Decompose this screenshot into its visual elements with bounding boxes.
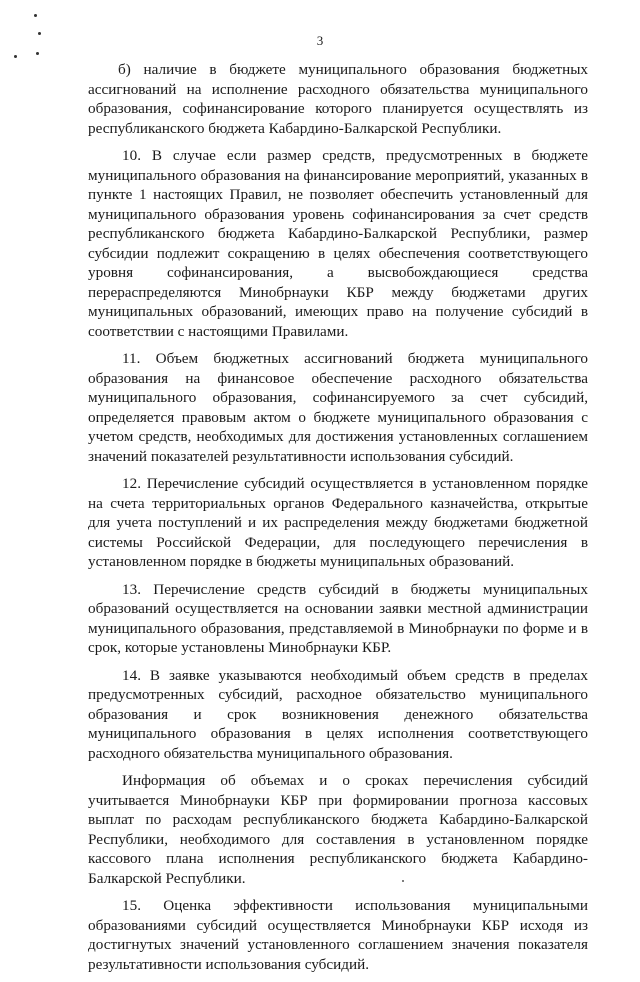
paragraph-14-info: Информация об объемах и о сроках перечисления субсидий учитывается Минобрнауки КБР при формировании прогноза кассовых выплат по расходам республиканского бюджета Кабардино-Балкарской Республики, необходимого для составления в установленном порядке кассового плана исполнения республиканского бюджета Кабардино-Балкарской Республики. [88, 772, 588, 887]
paragraph-12: 12. Перечисление субсидий осуществляется в установленном порядке на счета территориальных органов Федерального казначейства, открытые для учета поступлений и их распределения между бюджетами бюджетной системы Российской Федерации, для последующего перечисления в установленном порядке в бюджеты муниципальных образований. [88, 475, 588, 570]
scan-mark [402, 880, 404, 882]
paragraph-9b: б) наличие в бюджете муниципального образования бюджетных ассигнований на исполнение расходного обязательства муниципального образования, софинансирование которого планируется осуществлять из республиканского бюджета Кабардино-Балкарской Республики. [88, 61, 588, 137]
page-number: 3 [316, 33, 324, 48]
margin-dot [34, 14, 37, 17]
paragraph-11: 11. Объем бюджетных ассигнований бюджета муниципального образования на финансовое обеспечение расходного обязательства муниципального образования, софинансируемого за счет субсидий, определяется правовым актом о бюджете муниципального образования с учетом средств, необходимых для достижения установленных соглашением значений показателей результативности использования субсидий. [88, 350, 588, 465]
paragraph-13: 13. Перечисление средств субсидий в бюджеты муниципальных образований осуществляется на основании заявки местной администрации муниципального образования, представляемой в Минобрнауки по форме и в срок, которые установлены Минобрнауки КБР. [88, 580, 588, 656]
paragraph-14: 14. В заявке указываются необходимый объем средств в пределах предусмотренных субсидий, расходное обязательство муниципального образования и срок возникновения денежного обязательства муниципального образования в целях исполнения соответствующего расходного обязательства муниципального образования. [88, 666, 588, 762]
paragraph-15: 15. Оценка эффективности использования муниципальными образованиями субсидий осуществляется Минобрнауки КБР исходя из достигнутых значений установленного соглашением значения показателя результативности использования субсидий. [88, 897, 588, 973]
margin-dot [14, 55, 17, 58]
document-body [88, 60, 588, 982]
paragraph-10: 10. В случае если размер средств, предусмотренных в бюджете муниципального образования на финансирование мероприятий, указанных в пункте 1 настоящих Правил, не позволяет обеспечить установленный для муниципального образования уровень софинансирования за счет средств республиканского бюджета Кабардино-Балкарской Республики, размер субсидии подлежит сокращению в целях обеспечения соответствующего уровня софинансирования, а высвобождающиеся средства перераспределяются Минобрнауки КБР между бюджетами других муниципальных образований, имеющих право на получение субсидий в соответствии с настоящими Правилами. [88, 147, 588, 340]
margin-dot [38, 32, 41, 35]
margin-dot [36, 52, 39, 55]
